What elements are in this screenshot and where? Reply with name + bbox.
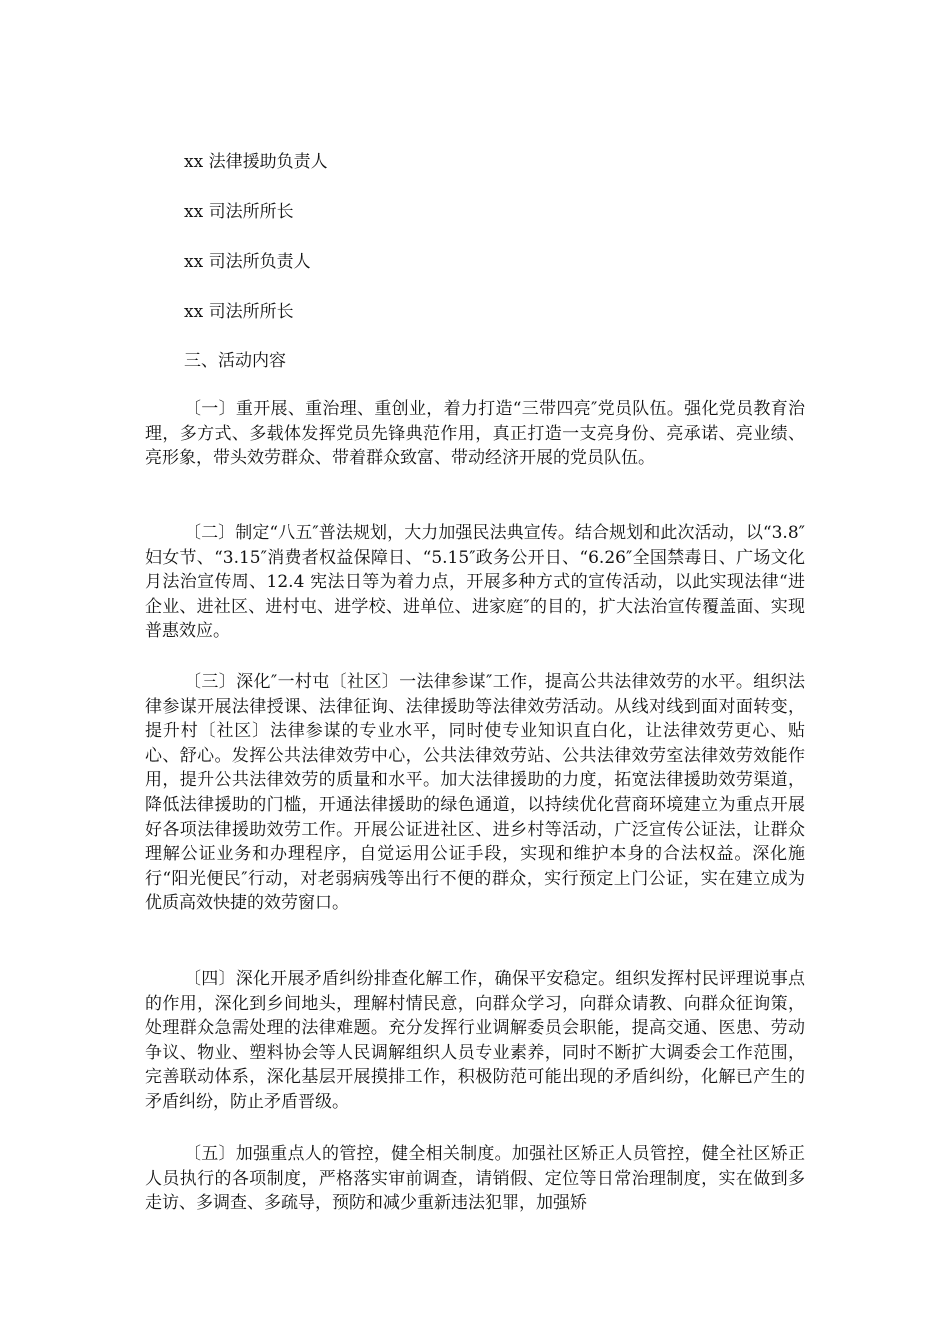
paragraph-1: 〔一〕重开展、重治理、重创业，着力打造“三带四亮″党员队伍。强化党员教育治理，多方式、多载体发挥党员先锋典范作用，真正打造一支亮身份、亮承诺、亮业绩、亮形象，带头效劳群众、带着群众致富、带动经济开展的党员队伍。	[145, 399, 805, 469]
section-heading: 三、活动内容	[184, 351, 286, 371]
paragraph-4: 〔四〕深化开展矛盾纠纷排查化解工作，确保平安稳定。组织发挥村民评理说事点的作用，深化到乡间地头，理解村情民意，向群众学习，向群众请教、向群众征询策，处理群众急需处理的法律难题。充分发挥行业调解委员会职能，提高交通、医患、劳动争议、物业、塑料协会等人民调解组织人员专业素养，同时不断扩大调委会工作范围，完善联动体系，深化基层开展摸排工作，积极防范可能出现的矛盾纠纷，化解已产生的矛盾纠纷，防止矛盾晋级。	[145, 969, 805, 1112]
signatory-line-2: xx 司法所所长	[184, 202, 294, 222]
signatory-line-3: xx 司法所负责人	[184, 252, 311, 272]
paragraph-3: 〔三〕深化″一村屯〔社区〕一法律参谋″工作，提高公共法律效劳的水平。组织法律参谋开展法律授课、法律征询、法律援助等法律效劳活动。从线对线到面对面转变，提升村〔社区〕法律参谋的专业水平，同时使专业知识直白化，让法律效劳更心、贴心、舒心。发挥公共法律效劳中心，公共法律效劳站、公共法律效劳室法律效劳效能作用，提升公共法律效劳的质量和水平。加大法律援助的力度，拓宽法律援助效劳渠道，降低法律援助的门槛，开通法律援助的绿色通道，以持续优化营商环境建立为重点开展好各项法律援助效劳工作。开展公证进社区、进乡村等活动，广泛宣传公证法，让群众理解公证业务和办理程序，自觉运用公证手段，实现和维护本身的合法权益。深化施行“阳光便民″行动，对老弱病残等出行不便的群众，实行预定上门公证，实在建立成为优质高效快捷的效劳窗口。	[145, 672, 805, 914]
signatory-line-4: xx 司法所所长	[184, 302, 294, 322]
paragraph-2: 〔二〕制定“八五″普法规划，大力加强民法典宣传。结合规划和此次活动，以“3.8″妇女节、“3.15″消费者权益保障日、“5.15″政务公开日、“6.26″全国禁毒日、广场文化月法治宣传周、12.4 宪法日等为着力点，开展多种方式的宣传活动，以此实现法律“进企业、进社区、进村屯、进学校、进单位、进家庭″的目的，扩大法治宣传覆盖面、实现普惠效应。	[145, 523, 805, 642]
paragraph-5: 〔五〕加强重点人的管控，健全相关制度。加强社区矫正人员管控，健全社区矫正人员执行的各项制度，严格落实审前调查，请销假、定位等日常治理制度，实在做到多走访、多调查、多疏导，预防和减少重新违法犯罪，加强矫	[145, 1144, 805, 1214]
signatory-line-1: xx 法律援助负责人	[184, 152, 328, 172]
